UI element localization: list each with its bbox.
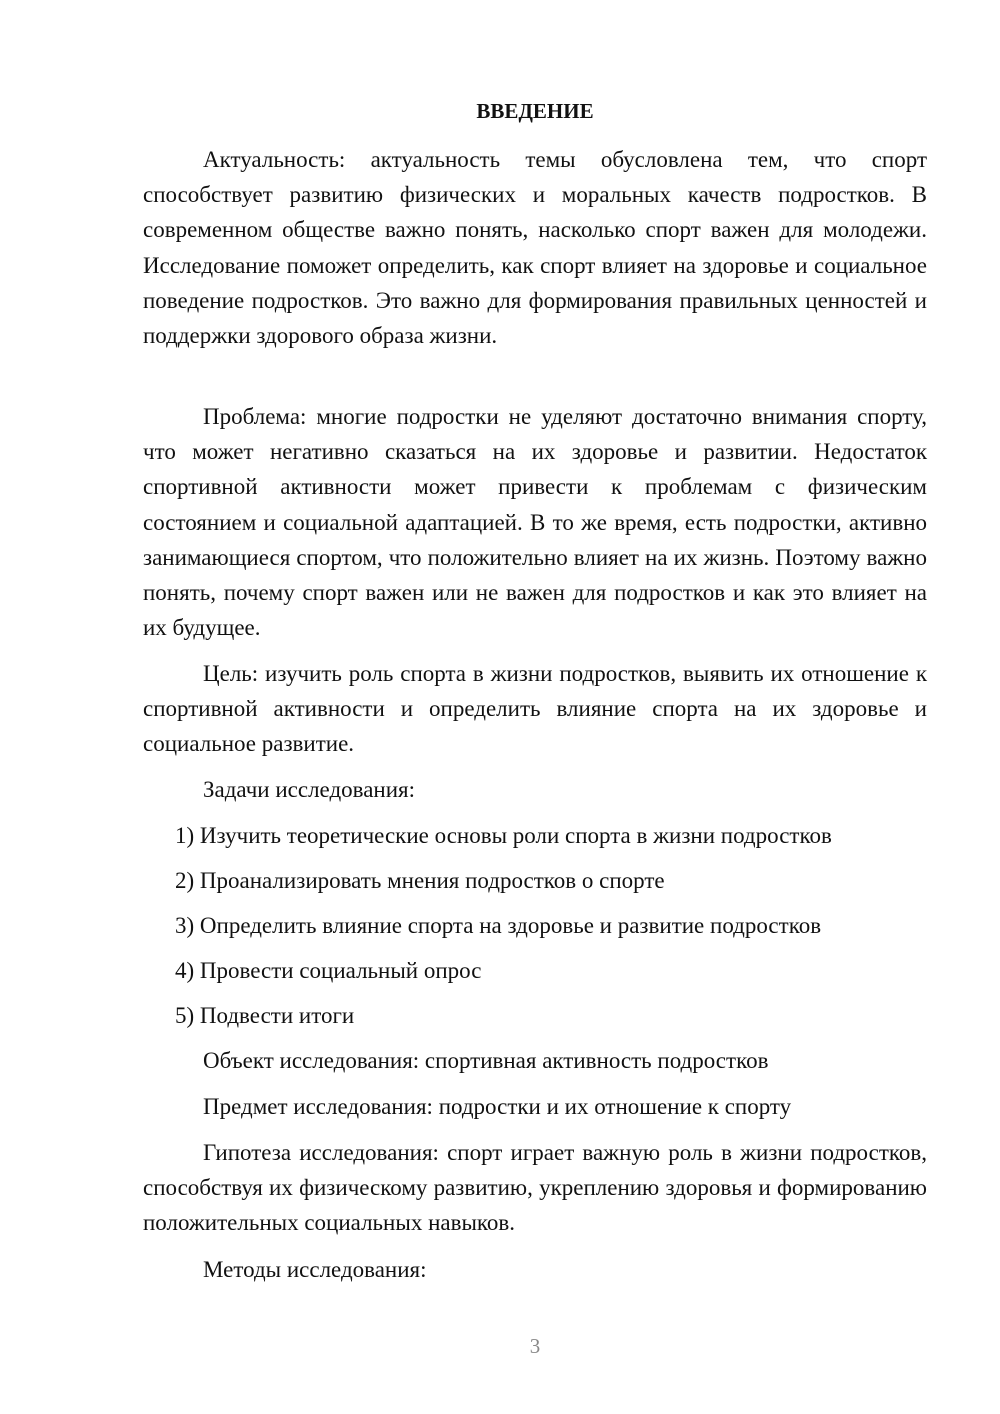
document-page bbox=[143, 0, 927, 1414]
relevance-paragraph: Актуальность: актуальность темы обусловлена тем, что спорт способствует развитию физических и моральных качеств подростков. В современном обществе важно понять, насколько спорт важен для молодежи. Исследование поможет определить, как спорт влияет на здоровье и социальное поведение подростков. Это важно для формирования правильных ценностей и поддержки здорового образа жизни. bbox=[143, 147, 927, 349]
tasks-heading: Задачи исследования: bbox=[203, 777, 416, 802]
task-item-2: 2) Проанализировать мнения подростков о спорте bbox=[175, 868, 665, 893]
page-title: ВВЕДЕНИЕ bbox=[476, 99, 594, 123]
task-item-5: 5) Подвести итоги bbox=[175, 1003, 355, 1028]
methods-heading: Методы исследования: bbox=[203, 1257, 427, 1282]
task-item-3: 3) Определить влияние спорта на здоровье и развитие подростков bbox=[175, 913, 822, 938]
page-number: 3 bbox=[529, 1334, 541, 1358]
problem-paragraph: Проблема: многие подростки не уделяют достаточно внимания спорту, что может негативно сказаться на их здоровье и развитии. Недостаток спортивной активности может привести к проблемам с физическим состоянием и социальной адаптацией. В то же время, есть подростки, активно занимающиеся спортом, что положительно влияет на их жизнь. Поэтому важно понять, почему спорт важен или не важен для подростков и как это влияет на их будущее. bbox=[143, 404, 927, 641]
subject-paragraph: Предмет исследования: подростки и их отношение к спорту bbox=[203, 1094, 792, 1119]
goal-paragraph: Цель: изучить роль спорта в жизни подростков, выявить их отношение к спортивной активности и определить влияние спорта на их здоровье и социальное развитие. bbox=[143, 661, 927, 757]
task-item-1: 1) Изучить теоретические основы роли спорта в жизни подростков bbox=[175, 823, 832, 848]
hypothesis-paragraph: Гипотеза исследования: спорт играет важную роль в жизни подростков, способствуя их физическому развитию, укреплению здоровья и формированию положительных социальных навыков. bbox=[143, 1140, 927, 1236]
task-item-4: 4) Провести социальный опрос bbox=[175, 958, 482, 983]
object-paragraph: Объект исследования: спортивная активность подростков bbox=[203, 1048, 769, 1073]
